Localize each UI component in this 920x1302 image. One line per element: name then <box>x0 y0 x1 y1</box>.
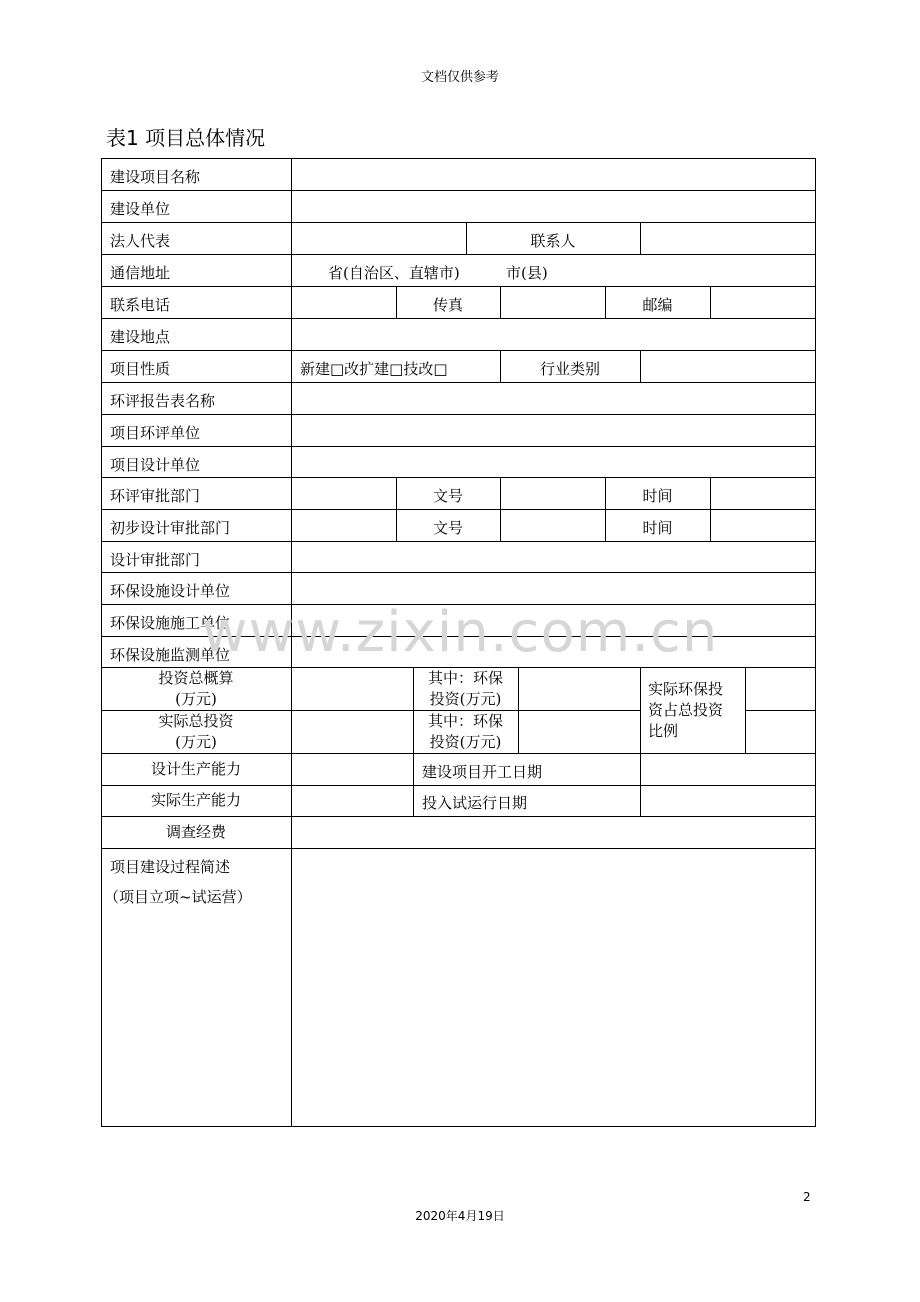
label-survey-fee: 调查经费 <box>165 823 226 841</box>
label-actual-capacity: 实际生产能力 <box>150 791 241 809</box>
label-contact-person: 联系人 <box>530 232 576 250</box>
label-design-capacity: 设计生产能力 <box>150 760 241 778</box>
label-eia-unit: 项目环评单位 <box>110 424 201 442</box>
label-trial-date: 投入试运行日期 <box>422 794 528 812</box>
label-industry: 行业类别 <box>539 360 600 378</box>
label-actual-ratio-line3: 比例 <box>648 722 679 740</box>
page-header: 文档仅供参考 <box>420 70 499 85</box>
label-prelim-approval-dept: 初步设计审批部门 <box>110 519 231 537</box>
label-time-1: 时间 <box>642 487 673 505</box>
label-site: 建设地点 <box>110 328 171 346</box>
label-invest-budget-unit: (万元) <box>175 690 217 708</box>
label-env-invest-1-line1: 其中：环保 <box>427 669 503 687</box>
label-env-construction-unit: 环保设施施工单位 <box>110 614 231 632</box>
label-design-approval-dept: 设计审批部门 <box>110 551 201 569</box>
label-doc-no-1: 文号 <box>432 487 463 505</box>
address-hint-province: 省(自治区、直辖市) <box>328 264 460 282</box>
address-hint-city: 市(县) <box>506 264 548 282</box>
label-address: 通信地址 <box>110 264 171 282</box>
watermark: www.zixin.com.cn <box>201 600 719 665</box>
label-start-date: 建设项目开工日期 <box>422 763 543 781</box>
label-fax: 传真 <box>432 296 463 314</box>
label-env-invest-1-line2: 投资(万元) <box>429 690 502 708</box>
label-process-desc: 项目建设过程简述 <box>110 858 231 876</box>
label-invest-budget: 投资总概算 <box>158 669 234 687</box>
label-postcode: 邮编 <box>642 296 673 314</box>
label-actual-invest: 实际总投资 <box>158 712 234 730</box>
label-legal-rep: 法人代表 <box>110 232 171 250</box>
label-time-2: 时间 <box>642 519 673 537</box>
label-actual-ratio-line2: 资占总投资 <box>648 701 724 719</box>
label-actual-ratio-line1: 实际环保投 <box>648 680 724 698</box>
nature-options[interactable]: 新建□改扩建□技改□ <box>300 360 448 378</box>
label-phone: 联系电话 <box>110 296 171 314</box>
label-env-design-unit: 环保设施设计单位 <box>110 582 231 600</box>
table-title: 表1 项目总体情况 <box>106 126 266 150</box>
label-project-name: 建设项目名称 <box>110 168 201 186</box>
label-env-invest-2-line1: 其中：环保 <box>427 712 503 730</box>
label-doc-no-2: 文号 <box>432 519 463 537</box>
label-process-desc-sub: （项目立项~试运营） <box>104 888 252 906</box>
label-eia-report-name: 环评报告表名称 <box>110 392 216 410</box>
label-design-unit: 项目设计单位 <box>110 456 201 474</box>
page-number: 2 <box>803 1190 811 1204</box>
label-env-invest-2-line2: 投资(万元) <box>429 733 502 751</box>
label-actual-invest-unit: (万元) <box>175 733 217 751</box>
label-env-monitor-unit: 环保设施监测单位 <box>110 646 231 664</box>
footer-date: 2020年4月19日 <box>415 1209 505 1223</box>
label-eia-approval-dept: 环评审批部门 <box>110 487 201 505</box>
label-nature: 项目性质 <box>110 360 171 378</box>
label-construction-unit: 建设单位 <box>110 200 171 218</box>
